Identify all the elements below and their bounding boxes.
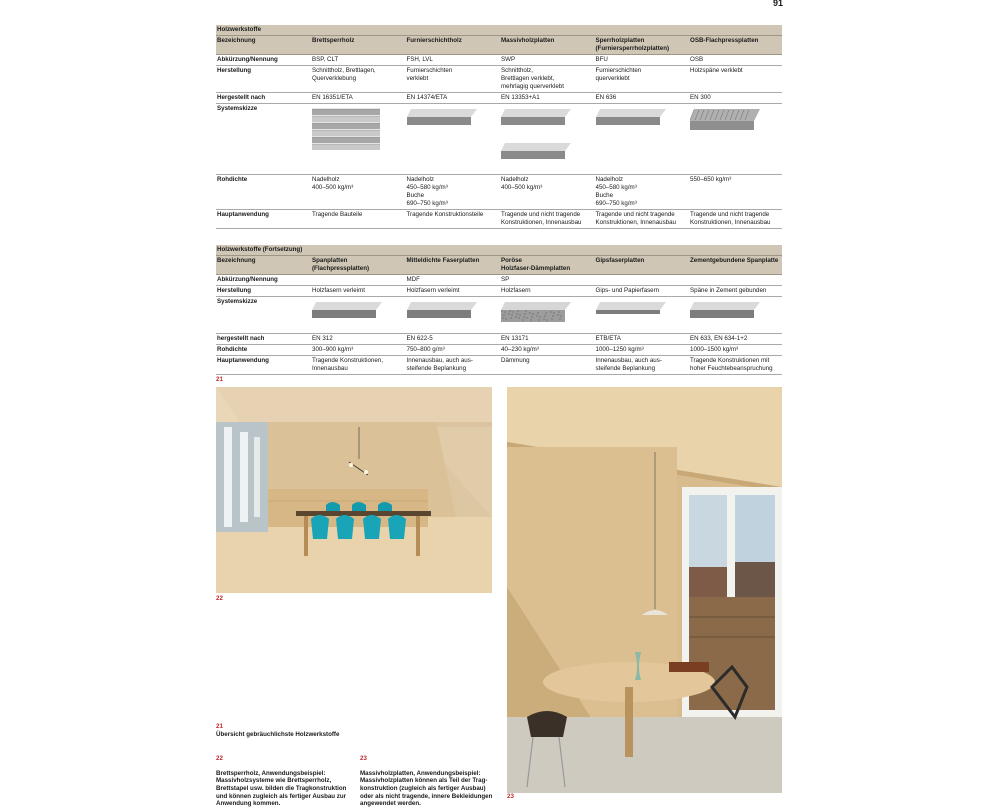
table-cell xyxy=(500,55,595,65)
cell-text: Hauptanwendung xyxy=(217,357,269,364)
table-cell xyxy=(500,93,595,103)
table-cell xyxy=(500,297,595,333)
table-title: Holzwerkstoffe xyxy=(216,25,782,36)
cell-text: OSB xyxy=(690,56,704,63)
material-table-2 xyxy=(216,245,782,375)
table-row xyxy=(216,275,782,286)
cell-text: Nadelholz 450–580 kg/m³ Buche 690–750 kg/m³ xyxy=(406,176,448,207)
caption-23-text: Massivholzplatten, Anwendungsbeispiel: Massivholzplatten können als Teil der Trag- konstruktion (zugleich als fertiger Ausbau) oder als nicht tragende, innere Bekleidungen angewendet werden. xyxy=(360,769,493,808)
table-row xyxy=(216,297,782,334)
table-cell xyxy=(500,286,595,296)
system-sketch-plain xyxy=(312,300,384,332)
table-row xyxy=(216,104,782,175)
table-cell xyxy=(406,104,501,174)
cell-text: FSH, LVL xyxy=(406,56,433,63)
table-cell xyxy=(311,66,406,92)
table-cell xyxy=(406,93,501,103)
cell-text: Furnierschichten verklebt xyxy=(406,67,453,82)
system-sketch-swp xyxy=(501,141,573,173)
cell-text: EN 13171 xyxy=(501,335,529,342)
cell-text: Nadelholz 400–500 kg/m³ xyxy=(312,176,354,191)
cell-text: BSP, CLT xyxy=(312,56,339,63)
table-row xyxy=(216,93,782,104)
system-sketch-thin xyxy=(596,300,668,332)
row-label xyxy=(216,93,311,103)
row-label xyxy=(216,104,311,174)
table-cell xyxy=(311,104,406,174)
cell-text: Innenausbau, auch aus- steifende Beplankung xyxy=(595,357,662,372)
system-sketch-lvl xyxy=(407,107,479,139)
header-cell: Sperrholzplatten (Furniersperrholzplatten) xyxy=(595,37,670,52)
row-label xyxy=(216,334,311,344)
table-cell xyxy=(689,286,782,296)
table-cell xyxy=(595,286,690,296)
system-sketch-plain xyxy=(407,300,479,332)
table-cell xyxy=(311,286,406,296)
row-label xyxy=(216,345,311,355)
header-cell: Mitteldichte Faserplatten xyxy=(406,257,480,264)
header-cell: Bezeichnung xyxy=(217,37,256,44)
cell-text: Tragende Konstruktionen, Innenausbau xyxy=(312,357,383,372)
table-cell xyxy=(311,210,406,228)
cell-text: Späne in Zement gebunden xyxy=(690,287,767,294)
table-header-row xyxy=(216,256,782,275)
table-cell xyxy=(689,210,782,228)
cell-text: SP xyxy=(501,276,510,283)
cell-text: 750–800 g/m³ xyxy=(406,346,445,353)
caption-23-number: 23 xyxy=(360,754,367,762)
table-cell xyxy=(311,356,406,374)
figure-21-label: 21 xyxy=(216,376,223,383)
table-cell xyxy=(689,345,782,355)
row-label xyxy=(216,297,311,333)
cell-text: Nadelholz 400–500 kg/m³ xyxy=(501,176,543,191)
cell-text: 1000–1250 kg/m³ xyxy=(595,346,644,353)
table-cell xyxy=(406,286,501,296)
table-cell xyxy=(500,210,595,228)
header-cell: Furnierschichtholz xyxy=(406,37,462,44)
cell-text: 300–900 kg/m³ xyxy=(312,346,354,353)
cell-text: ETB/ETA xyxy=(595,335,621,342)
material-table-1 xyxy=(216,25,782,229)
cell-text: SWP xyxy=(501,56,516,63)
photo-dining-room-clt xyxy=(216,387,492,593)
cell-text: 40–230 kg/m³ xyxy=(501,346,539,353)
header-cell: Gipsfaserplatten xyxy=(595,257,645,264)
table-cell xyxy=(500,66,595,92)
table-cell xyxy=(595,66,690,92)
cell-text: Abkürzung/Nennung xyxy=(217,276,278,283)
cell-text: Herstellung xyxy=(217,287,252,294)
cell-text: Rohdichte xyxy=(217,176,248,183)
table-cell xyxy=(500,275,595,285)
cell-text: Hauptanwendung xyxy=(217,211,269,218)
header-cell: OSB-Flachpressplatten xyxy=(690,37,759,44)
cell-text: Gips- und Papierfasern xyxy=(595,287,660,294)
row-label xyxy=(216,210,311,228)
table-cell xyxy=(689,356,782,374)
table-cell xyxy=(311,345,406,355)
table-cell xyxy=(406,297,501,333)
cell-text: EN 14374/ETA xyxy=(406,94,448,101)
cell-text: EN 622-5 xyxy=(406,335,433,342)
system-sketch-swp xyxy=(501,107,573,139)
table-cell xyxy=(406,55,501,65)
table-row xyxy=(216,55,782,66)
system-sketch-clt xyxy=(312,107,384,151)
cell-text: Tragende Bauteile xyxy=(312,211,363,218)
cell-text: Herstellung xyxy=(217,67,252,74)
cell-text: Holzfasern verleimt xyxy=(312,287,365,294)
table-cell xyxy=(595,210,690,228)
table-cell xyxy=(595,93,690,103)
system-sketch-osb xyxy=(690,107,762,139)
table-cell xyxy=(406,345,501,355)
cell-text: Holzspäne verklebt xyxy=(690,67,743,74)
cell-text: EN 636 xyxy=(595,94,617,101)
table-cell xyxy=(311,297,406,333)
table-cell xyxy=(311,55,406,65)
caption-21-number: 21 xyxy=(216,723,223,730)
caption-21 xyxy=(216,723,366,738)
caption-22 xyxy=(216,747,356,808)
cell-text: 1000–1500 kg/m³ xyxy=(690,346,739,353)
cell-text: Nadelholz 450–580 kg/m³ Buche 690–750 kg/m³ xyxy=(595,176,637,207)
table-row xyxy=(216,286,782,297)
cell-text: Dämmung xyxy=(501,357,530,364)
cell-text: Tragende und nicht tragende Konstruktionen, Innenausbau xyxy=(501,211,582,226)
table-cell xyxy=(595,297,690,333)
header-cell: Brettsperrholz xyxy=(312,37,355,44)
table-cell xyxy=(500,345,595,355)
header-cell: Spanplatten (Flachpressplatten) xyxy=(312,257,370,272)
row-label xyxy=(216,175,311,209)
caption-21-text: Übersicht gebräuchlichste Holzwerkstoffe xyxy=(216,730,340,738)
table-cell xyxy=(406,175,501,209)
table-row xyxy=(216,210,782,229)
header-cell: Massivholzplatten xyxy=(501,37,555,44)
figure-23-label: 23 xyxy=(507,793,514,800)
cell-text: Abkürzung/Nennung xyxy=(217,56,278,63)
row-label xyxy=(216,286,311,296)
caption-22-text: Brettsperrholz, Anwendungsbeispiel: Massivholzsysteme wie Brettsperrholz, Brettstapel usw. bilden die Tragkonstruktion und können zugleich als fertiger Ausbau zur Anwendung kommen. xyxy=(216,769,347,808)
row-label xyxy=(216,275,311,285)
cell-text: EN 16351/ETA xyxy=(312,94,353,101)
table-cell xyxy=(689,334,782,344)
table-cell xyxy=(595,175,690,209)
row-label xyxy=(216,66,311,92)
cell-text: Tragende und nicht tragende Konstruktionen, Innenausbau xyxy=(690,211,771,226)
table-row xyxy=(216,356,782,375)
table-cell xyxy=(406,275,501,285)
table-cell xyxy=(595,345,690,355)
table-cell xyxy=(311,334,406,344)
caption-22-number: 22 xyxy=(216,754,223,762)
table-cell xyxy=(406,356,501,374)
cell-text: Holzfasern verleimt xyxy=(406,287,460,294)
table-cell xyxy=(500,356,595,374)
row-label xyxy=(216,55,311,65)
table-cell xyxy=(311,175,406,209)
table-row xyxy=(216,345,782,356)
table-cell xyxy=(689,55,782,65)
table-cell xyxy=(500,334,595,344)
table-cell xyxy=(311,275,406,285)
table-cell xyxy=(595,55,690,65)
cell-text: Rohdichte xyxy=(217,346,248,353)
cell-text: Innenausbau, auch aus- steifende Beplankung xyxy=(406,357,473,372)
cell-text: Holzfasern xyxy=(501,287,531,294)
cell-text: Tragende Konstruktionsteile xyxy=(406,211,484,218)
table-cell xyxy=(595,275,690,285)
table-cell xyxy=(689,297,782,333)
system-sketch-plain xyxy=(690,300,762,332)
table-cell xyxy=(406,334,501,344)
cell-text: Systemskizze xyxy=(217,298,258,305)
cell-text: Tragende Konstruktionen mit hoher Feuchtebeanspruchung xyxy=(690,357,773,372)
table-row xyxy=(216,66,782,93)
cell-text: 550–650 kg/m³ xyxy=(690,176,732,183)
table-cell xyxy=(595,334,690,344)
table-cell xyxy=(689,104,782,174)
cell-text: EN 300 xyxy=(690,94,711,101)
figure-22-label: 22 xyxy=(216,595,223,602)
photo-round-table-room xyxy=(507,387,782,793)
system-sketch-bfu xyxy=(596,107,668,139)
table-header-row xyxy=(216,36,782,55)
cell-text: Tragende und nicht tragende Konstruktionen, Innenausbau xyxy=(595,211,676,226)
table-cell xyxy=(689,175,782,209)
page-number: 91 xyxy=(772,0,783,8)
table-cell xyxy=(311,93,406,103)
header-cell: Zementgebundene Spanplatte xyxy=(690,257,779,264)
cell-text: Hergestellt nach xyxy=(217,94,266,101)
caption-23 xyxy=(360,747,500,808)
cell-text: EN 13353+A1 xyxy=(501,94,540,101)
cell-text: EN 312 xyxy=(312,335,333,342)
table-cell xyxy=(689,66,782,92)
table-cell xyxy=(406,210,501,228)
table-cell xyxy=(595,104,690,174)
table-row xyxy=(216,175,782,210)
table-cell xyxy=(689,275,782,285)
table-cell xyxy=(406,66,501,92)
cell-text: Schnittholz, Brettlagen verklebt, mehrlagig querverklebt xyxy=(501,67,564,90)
table-row xyxy=(216,334,782,345)
system-sketch-pore xyxy=(501,300,573,332)
cell-text: Furnierschichten querverklebt xyxy=(595,67,642,82)
cell-text: Systemskizze xyxy=(217,105,258,112)
table-cell xyxy=(689,93,782,103)
table-title: Holzwerkstoffe (Fortsetzung) xyxy=(216,245,782,256)
cell-text: EN 633, EN 634-1+2 xyxy=(690,335,748,342)
table-cell xyxy=(500,104,595,174)
cell-text: BFU xyxy=(595,56,608,63)
cell-text: MDF xyxy=(406,276,420,283)
table-cell xyxy=(595,356,690,374)
row-label xyxy=(216,356,311,374)
cell-text: hergestellt nach xyxy=(217,335,265,342)
cell-text: Schnittholz, Brettlagen, Querverklebung xyxy=(312,67,376,82)
table-cell xyxy=(500,175,595,209)
header-cell: Bezeichnung xyxy=(217,257,256,264)
header-cell: Poröse Holzfaser-Dämmplatten xyxy=(501,257,571,272)
